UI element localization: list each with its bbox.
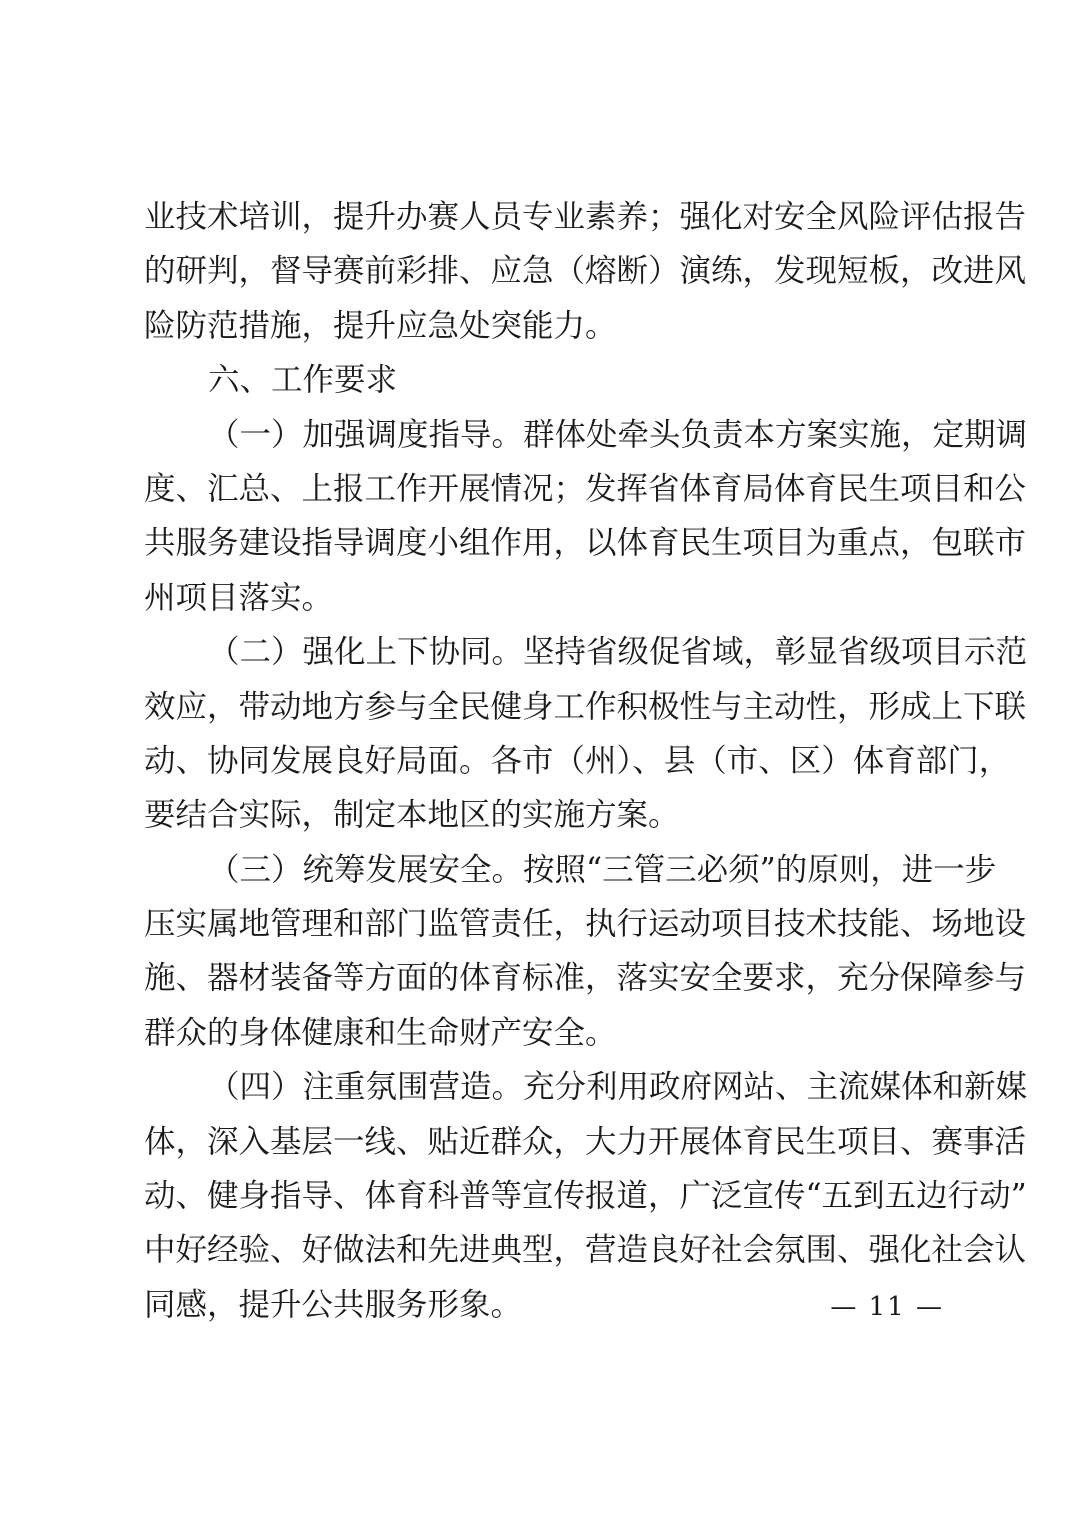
text-line: 要结合实际，制定本地区的实施方案。 (144, 797, 680, 834)
text-line: 体，深入基层一线、贴近群众，大力开展体育民生项目、赛事活 (144, 1123, 1027, 1160)
text-line: 度、汇总、上报工作开展情况；发挥省体育局体育民生项目和公 (144, 470, 1027, 507)
text-line: 险防范措施，提升应急处突能力。 (144, 307, 617, 344)
text-line: 群众的身体健康和生命财产安全。 (144, 1014, 617, 1051)
text-line: 效应，带动地方参与全民健身工作积极性与主动性，形成上下联 (144, 688, 1027, 725)
text-line: 共服务建设指导调度小组作用，以体育民生项目为重点，包联市 (144, 525, 1027, 562)
text-line: 压实属地管理和部门监管责任，执行运动项目技术技能、场地设 (144, 906, 1027, 943)
page-number: — 11 — (830, 1292, 944, 1322)
text-line: 动、健身指导、体育科普等宣传报道，广泛宣传“五到五边行动” (144, 1178, 1027, 1215)
text-line: （一）加强调度指导。群体处牵头负责本方案实施，定期调 (208, 416, 1028, 453)
document-body (144, 190, 1028, 1332)
text-line: 业技术培训，提升办赛人员专业素养；强化对安全风险评估报告 (144, 199, 1027, 235)
text-line: （三）统筹发展安全。按照“三管三必须”的原则，进一步 (208, 851, 997, 888)
section-heading: 六、工作要求 (208, 362, 398, 399)
text-line: 同感，提升公共服务形象。 (144, 1286, 523, 1323)
text-line: 中好经验、好做法和先进典型，营造良好社会氛围、强化社会认 (144, 1232, 1027, 1269)
text-line: 的研判，督导赛前彩排、应急（熔断）演练，发现短板，改进风 (144, 253, 1027, 290)
text-line: （二）强化上下协同。坚持省级促省域，彰显省级项目示范 (208, 634, 1028, 671)
text-line: （四）注重氛围营造。充分利用政府网站、主流媒体和新媒 (208, 1069, 1028, 1106)
text-line: 施、器材装备等方面的体育标准，落实安全要求，充分保障参与 (144, 960, 1027, 997)
text-line: 动、协同发展良好局面。各市（州）、县（市、区）体育部门， (144, 742, 1011, 779)
text-line: 州项目落实。 (144, 579, 334, 616)
